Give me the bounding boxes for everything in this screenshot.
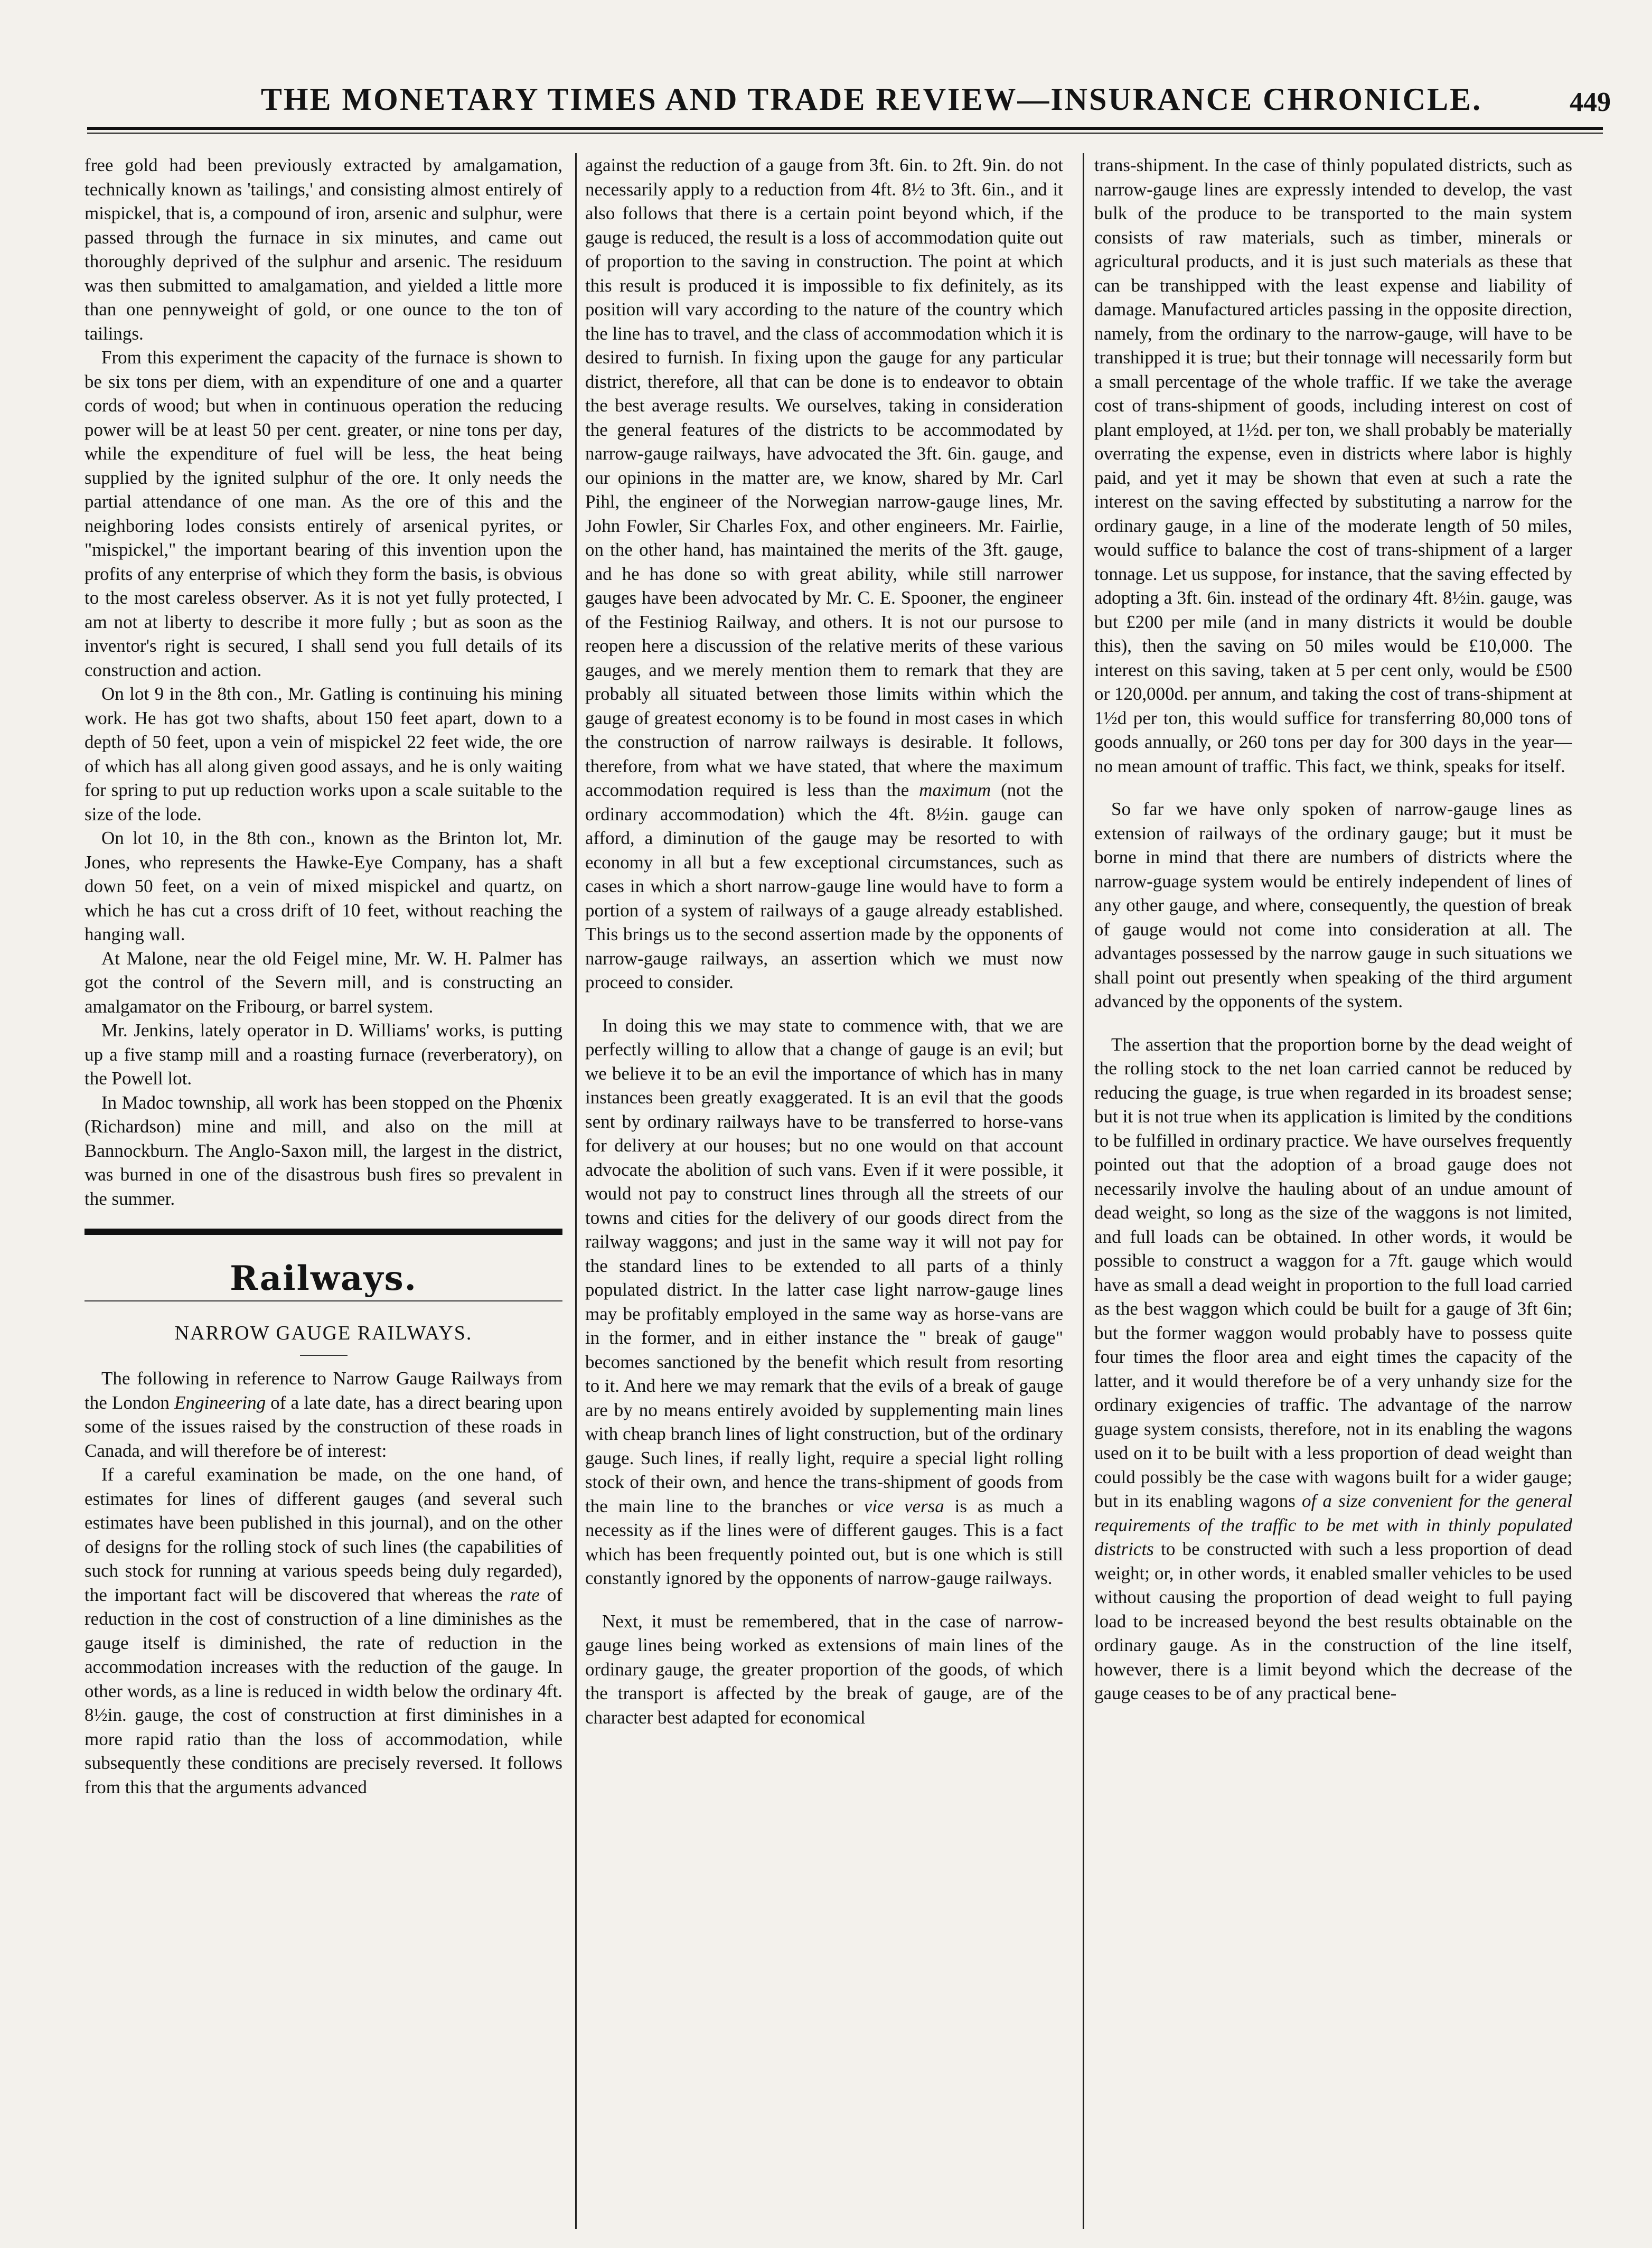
column-1 [85,153,562,2229]
paragraph: Next, it must be remembered, that in the case of narrow-gauge lines being worked as extensions of main lines of the ordinary gauge, the greater proportion of the goods, of which the transport is affected by the break of gauge, are of the character best adapted for economical [585,1610,1063,1728]
page-header [79,74,1611,124]
paragraph: Mr. Jenkins, lately operator in D. Williams' works, is putting up a five stamp mill and a roasting furnace (reverberatory), on the Powell lot. [85,1020,562,1089]
column-divider [1083,153,1084,2229]
section-heading: Railways. [230,1259,417,1298]
paragraph: From this experiment the capacity of the furnace is shown to be six tons per diem, with an expenditure of one and a quarter cords of wood; but when in continuous operation the reducing power will be at least 50 per cent. greater, or nine tons per day, while the expenditure of fuel will be less, the heat being supplied by the ignited sulphur of the ore. It only needs the partial attendance of one man. As the ore of this and the neighboring lodes consists entirely of arsenical pyrites, or "mispickel," the important bearing of this invention upon the profits of any enterprise of which they form the basis, is obvious to the most careless observer. As it is not yet fully protected, I am not at liberty to describe it more fully ; but as soon as the inventor's right is secured, I shall send you full details of its construction and action. [85,347,562,680]
paragraph: trans-shipment. In the case of thinly populated districts, such as narrow-gauge lines are expressly intended to develop, the vast bulk of the produce to be transported to the main system consists of raw materials, such as timber, minerals or agricultural products, and it is just such materials as these that can be transhipped with the least expense and liability of damage. Manufactured articles passing in the opposite direction, namely, from the ordinary to the narrow-gauge, will have to be transhipped it is true; but their tonnage will necessarily form but a small percentage of the whole traffic. If we take the average cost of trans-shipment of goods, including interest on cost of plant employed, at 1½d. per ton, we shall probably be materially overrating the expense, even in districts where labor is highly paid, and yet it may be shown that even at such a rate the interest on the saving effected by substituting a narrow for the ordinary gauge, in a line of the moderate length of 50 miles, would suffice to balance the cost of trans-shipment of a larger tonnage. Let us suppose, for instance, that the saving effected by adopting a 3ft. 6in. instead of the ordinary 4ft. 8½in. gauge, was but £200 per mile (and in many districts it would be double this), then the saving on 50 miles would be £10,000. The interest on this saving, taken at 5 per cent only, would be £500 or 120,000d. per annum, and taking the cost of trans-shipment at 1½d per ton, this would suffice for transferring 80,000 tons of goods annually, or 260 tons per day for 300 days in the year—no mean amount of traffic. This fact, we think, speaks for itself. [1094,155,1572,776]
paragraph: The assertion that the proportion borne by the dead weight of the rolling stock to the net loan carried cannot be reduced by reducing the guage, is true when regarded in its broadest sense; but it is not true when its application is limited by the conditions to be fulfilled in ordinary practice. We have ourselves frequently pointed out that the adoption of a broad gauge does not necessarily involve the hauling about of an undue amount of dead weight, so long as the size of the waggons is not limited, and full loads can be obtained. In other words, it would be possible to construct a waggon for a 7ft. gauge which would have as small a dead weight in proportion to the full load carried as the best waggon which could be built for a gauge of 3ft 6in; but the former waggon would probably have to possess quite four times the floor area and eight times the capacity of the latter, and it would therefore be of a very unhandy size for the ordinary exigencies of traffic. The advantage of the narrow guage system consists, therefore, not in its enabling the wagons used on it to be built with a less proportion of dead weight than could possibly be the case with wagons built for a wider gauge; but in its enabling wagons of a size convenient for the general requirements of the traffic to be met with in thinly populated districts to be constructed with such a less proportion of dead weight; or, in other words, it enabled smaller vehicles to be used without causing the proportion of dead weight to full paying load to be increased beyond the best results obtainable on the ordinary gauge. As in the construction of the line itself, however, there is a limit beyond which the decrease of the gauge ceases to be of any practical bene- [1094,1034,1572,1703]
section-divider [85,1229,562,1235]
column-divider [575,153,577,2229]
paragraph: At Malone, near the old Feigel mine, Mr. W. H. Palmer has got the control of the Severn mill, and is constructing an amalgamator on the Fribourg, or barrel system. [85,948,562,1017]
header-rule [87,127,1603,134]
column-2 [585,153,1063,2229]
paragraph: In doing this we may state to commence with, that we are perfectly willing to allow that a change of gauge is an evil; but we believe it to be an evil the importance of which has in many instances been greatly exaggerated. It is an evil that the goods sent by ordinary railways have to be transferred to horse-vans for delivery at our houses; but no one would on that account advocate the abolition of such vans. Even if it were possible, it would not pay to construct lines through all the streets of our towns and cities for the delivery of our goods direct from the railway waggons; and just in the same way it will not pay for the standard lines to be extended to all parts of a thinly populated district. In the latter case light narrow-gauge lines may be profitably employed in the same way as horse-vans are in the former, and in either instance the " break of gauge" becomes sanctioned by the benefit which result from resorting to it. And here we may remark that the evils of a break of gauge are by no means entirely avoided by supplementing main lines with cheap branch lines of light construction, but of the ordinary gauge. Such lines, if really light, require a special light rolling stock of their own, and hence the trans-shipment of goods from the main line to the branches or vice versa is as much a necessity as if the lines were of different gauges. This is a fact which has been frequently pointed out, but is one which is still constantly ignored by the opponents of narrow-gauge railways. [585,1015,1063,1588]
section-heading-rule [85,1300,562,1301]
paragraph: On lot 10, in the 8th con., known as the Brinton lot, Mr. Jones, who represents the Hawke-Eye Company, has a shaft down 50 feet, on a vein of mixed mispickel and quartz, on which he has cut a cross drift of 10 feet, without reaching the hanging wall. [85,828,562,944]
paragraph: So far we have only spoken of narrow-gauge lines as extension of railways of the ordinary gauge; but it must be borne in mind that there are numbers of districts where the narrow-guage system would be entirely independent of lines of any other gauge, and where, consequently, the question of break of gauge would not come into consideration at all. The advantages possessed by the narrow gauge in such situations we shall point out presently when speaking of the third argument advanced by the opponents of the system. [1094,799,1572,1011]
paragraph: On lot 9 in the 8th con., Mr. Gatling is continuing his mining work. He has got two shafts, about 150 feet apart, down to a depth of 50 feet, upon a vein of mispickel 22 feet wide, the ore of which has all along given good assays, and he is only waiting for spring to put up reduction works upon a scale suitable to the size of the lode. [85,683,562,825]
masthead-title: THE MONETARY TIMES AND TRADE REVIEW—INSURANCE CHRONICLE. [260,82,1482,117]
column-3 [1094,153,1572,2229]
paragraph: If a careful examination be made, on the one hand, of estimates for lines of different gauges (and several such estimates have been published in this journal), and on the other of designs for the rolling stock of such lines (the capabilities of such stock for running at various speeds being duly regarded), the important fact will be discovered that whereas the rate of reduction in the cost of construction of a line diminishes as the gauge itself is diminished, the rate of reduction in the accommodation increases with the reduction of the gauge. In other words, as a line is reduced in width below the ordinary 4ft. 8½in. gauge, the cost of construction at first diminishes in a more rapid ratio than the loss of accommodation, while subsequently these conditions are precisely reversed. It follows from this that the arguments advanced [85,1464,562,1797]
paragraph: In Madoc township, all work has been stopped on the Phœnix (Richardson) mine and mill, and also on the mill at Bannockburn. The Anglo-Saxon mill, the largest in the district, was burned in one of the disastrous bush fires so prevalent in the summer. [85,1092,562,1209]
page-number: 449 [1570,87,1611,117]
paragraph: The following in reference to Narrow Gauge Railways from the London Engineering of a late date, has a direct bearing upon some of the issues raised by the construction of these roads in Canada, and will therefore be of interest: [85,1368,562,1461]
article-title: NARROW GAUGE RAILWAYS. [174,1322,473,1344]
paragraph: against the reduction of a gauge from 3ft. 6in. to 2ft. 9in. do not necessarily apply to a reduction from 4ft. 8½ to 3ft. 6in., and it also follows that there is a certain point beyond which, if the gauge is reduced, the result is a loss of accommodation quite out of proportion to the saving in construction. The point at which this result is produced it is impossible to fix definitely, as its position will vary according to the nature of the country which the line has to travel, and the class of accommodation which it is desired to furnish. In fixing upon the gauge for any particular district, therefore, all that can be done is to endeavor to obtain the best average results. We ourselves, taking in consideration the general features of the districts to be accommodated by narrow-gauge railways, have advocated the 3ft. 6in. gauge, and our opinions in the matter are, we know, shared by Mr. Carl Pihl, the engineer of the Norwegian narrow-gauge lines, Mr. John Fowler, Sir Charles Fox, and other engineers. Mr. Fairlie, on the other hand, has maintained the merits of the 3ft. gauge, and he has done so with great ability, while still narrower gauges have been advocated by Mr. C. E. Spooner, the engineer of the Festiniog Railway, and others. It is not our pursose to reopen here a discussion of the relative merits of these various gauges, and we merely mention them to remark that they are probably all situated between those limits within which the gauge of greatest economy is to be found in most cases in which the construction of narrow railways is desirable. It follows, therefore, from what we have stated, that where the maximum accommodation required is less than the maximum (not the ordinary accommodation) which the 4ft. 8½in. gauge can afford, a diminution of the gauge may be resorted to with economy in all but a few exceptional circumstances, such as cases in which a short narrow-gauge line would have to form a portion of a system of railways of a gauge already established. This brings us to the second assertion made by the opponents of narrow-gauge railways, an assertion which we must now proceed to consider. [585,155,1063,992]
paragraph: free gold had been previously extracted by amalgamation, technically known as 'tailings,' and consisting almost entirely of mispickel, that is, a compound of iron, arsenic and sulphur, were passed through the furnace in six minutes, and came out thoroughly deprived of the sulphur and arsenic. The residuum was then submitted to amalgamation, and yielded a little more than one pennyweight of gold, or one ounce to the ton of tailings. [85,155,562,344]
title-rule [300,1355,348,1356]
